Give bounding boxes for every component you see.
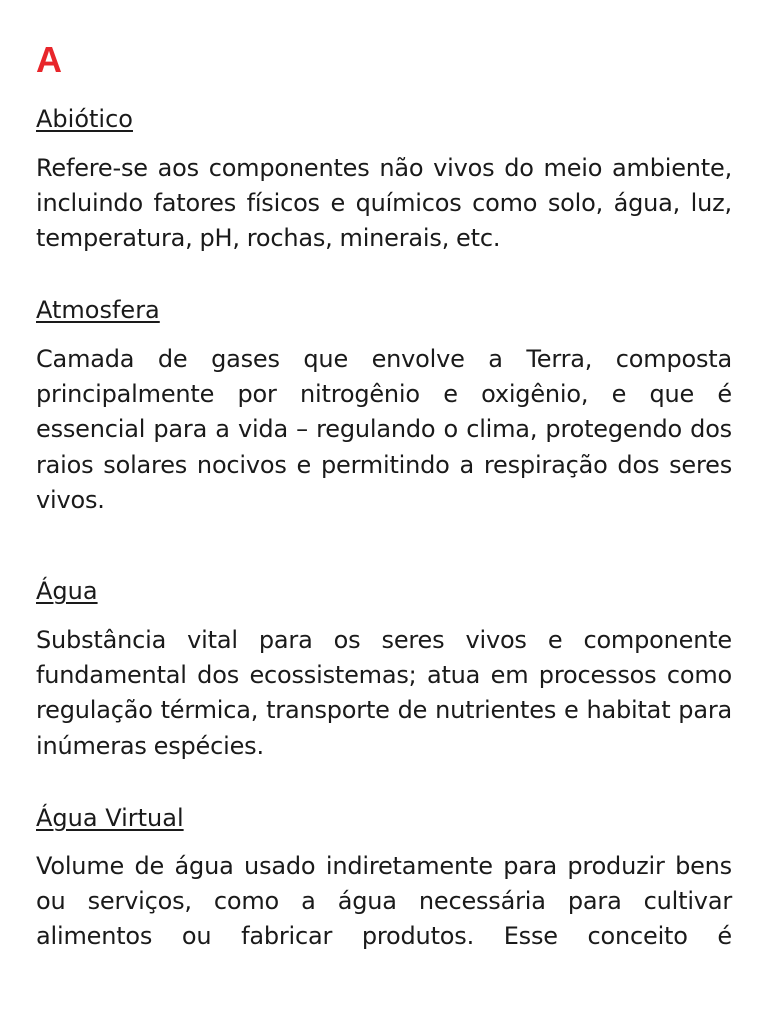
term-abiotico: Abiótico [36, 105, 133, 133]
term-agua-virtual: Água Virtual [36, 804, 184, 832]
section-letter: A [36, 39, 62, 80]
definition-abiotico: Refere-se aos componentes não vivos do meio ambiente, incluindo fatores físicos e químicos como solo, água, luz, temperatura, pH, rochas, minerais, etc. [36, 154, 732, 253]
term-agua: Água [36, 577, 98, 605]
definition-atmosfera: Camada de gases que envolve a Terra, composta principalmente por nitrogênio e oxigênio, e que é essencial para a vida – regulando o clima, protegendo dos raios solares nocivos e permitindo a respiração dos seres vivos. [36, 345, 732, 514]
term-atmosfera: Atmosfera [36, 296, 160, 324]
definition-agua: Substância vital para os seres vivos e componente fundamental dos ecossistemas; atua em processos como regulação térmica, transporte de nutrientes e habitat para inúmeras espécies. [36, 626, 732, 760]
definition-agua-virtual: Volume de água usado indiretamente para produzir bens ou serviços, como a água necessária para cultivar alimentos ou fabricar produtos. Esse conceito é [36, 852, 732, 951]
